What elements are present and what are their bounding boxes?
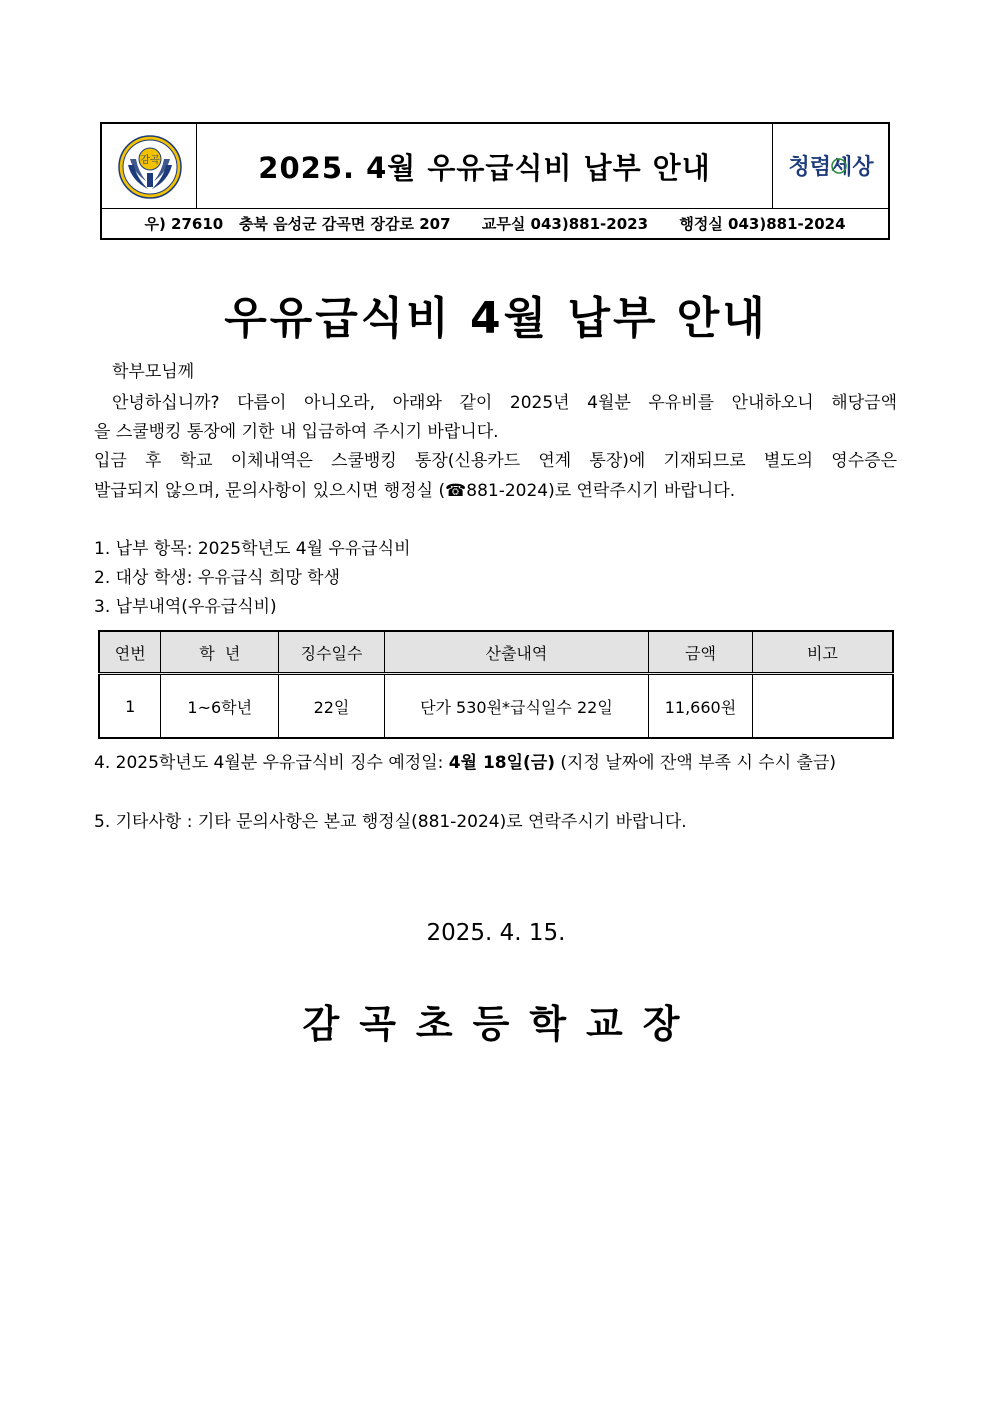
slogan-cell — [772, 124, 889, 208]
address-line — [102, 209, 888, 238]
integrity-slogan-logo-icon — [781, 138, 881, 194]
item-2: 2. 대상 학생: 우유급식 희망 학생 — [94, 568, 341, 588]
item-5: 5. 기타사항 : 기타 문의사항은 본교 행정실(881-2024)로 연락주시기 바랍니다. — [94, 812, 687, 832]
col-header-calculation: 산출내역 — [384, 631, 648, 674]
payment-table — [98, 630, 894, 739]
cell-grade: 1~6학년 — [161, 674, 279, 739]
postal-code: 우) 27610 — [144, 215, 224, 233]
school-address: 충북 음성군 감곡면 장감로 207 — [238, 215, 451, 233]
col-header-days: 징수일수 — [279, 631, 385, 674]
item-4-text: 4. 2025학년도 4월분 우유급식비 징수 예정일: — [94, 753, 449, 773]
letterhead-title: 2025. 4월 우유급식비 납부 안내 — [258, 150, 711, 185]
cell-amount: 11,660원 — [649, 674, 753, 739]
body-line-2: 을 스쿨뱅킹 통장에 기한 내 입금하여 주시기 바랍니다. — [94, 422, 499, 442]
seal-text: 감곡 — [140, 155, 160, 166]
col-header-amount: 금액 — [649, 631, 753, 674]
col-header-grade: 학 년 — [161, 631, 279, 674]
issue-date: 2025. 4. 15. — [426, 920, 566, 946]
principal-signature: 감곡초등학교장 — [302, 1002, 700, 1046]
letterhead-top — [102, 124, 888, 209]
table-row — [99, 674, 893, 739]
greeting: 학부모님께 — [112, 362, 195, 382]
page-title: 우유급식비 4월 납부 안내 — [224, 293, 768, 344]
body-line-4: 발급되지 않으며, 문의사항이 있으시면 행정실 (☎881-2024)로 연락주시기 바랍니다. — [94, 481, 736, 501]
body-line-1: 안녕하십니까? 다름이 아니오라, 아래와 같이 2025년 4월분 우유비를 안내하오니 해당금액 — [112, 393, 897, 413]
col-header-note: 비고 — [752, 631, 893, 674]
letterhead — [100, 122, 890, 240]
school-seal-icon — [118, 135, 182, 199]
item-4-note: (지정 날짜에 잔액 부족 시 수시 출금) — [555, 753, 836, 773]
cell-days: 22일 — [279, 674, 385, 739]
collection-date: 4월 18일(금) — [448, 753, 555, 773]
col-header-number: 연번 — [99, 631, 161, 674]
cell-note — [752, 674, 893, 739]
academic-office-phone: 교무실 043)881-2023 — [481, 215, 649, 233]
cell-calculation: 단가 530원*급식일수 22일 — [384, 674, 648, 739]
item-1: 1. 납부 항목: 2025학년도 4월 우유급식비 — [94, 539, 411, 559]
slogan-text: 청렴세상 — [788, 154, 874, 180]
body-line-3: 입금 후 학교 이체내역은 스쿨뱅킹 통장(신용카드 연계 통장)에 기재되므로 별도의 영수증은 — [94, 451, 897, 471]
cell-number: 1 — [99, 674, 161, 739]
admin-office-phone: 행정실 043)881-2024 — [679, 215, 846, 233]
table-header-row — [99, 631, 893, 674]
logo-cell — [102, 124, 197, 208]
item-3: 3. 납부내역(우유급식비) — [94, 597, 277, 617]
item-4 — [94, 753, 836, 773]
